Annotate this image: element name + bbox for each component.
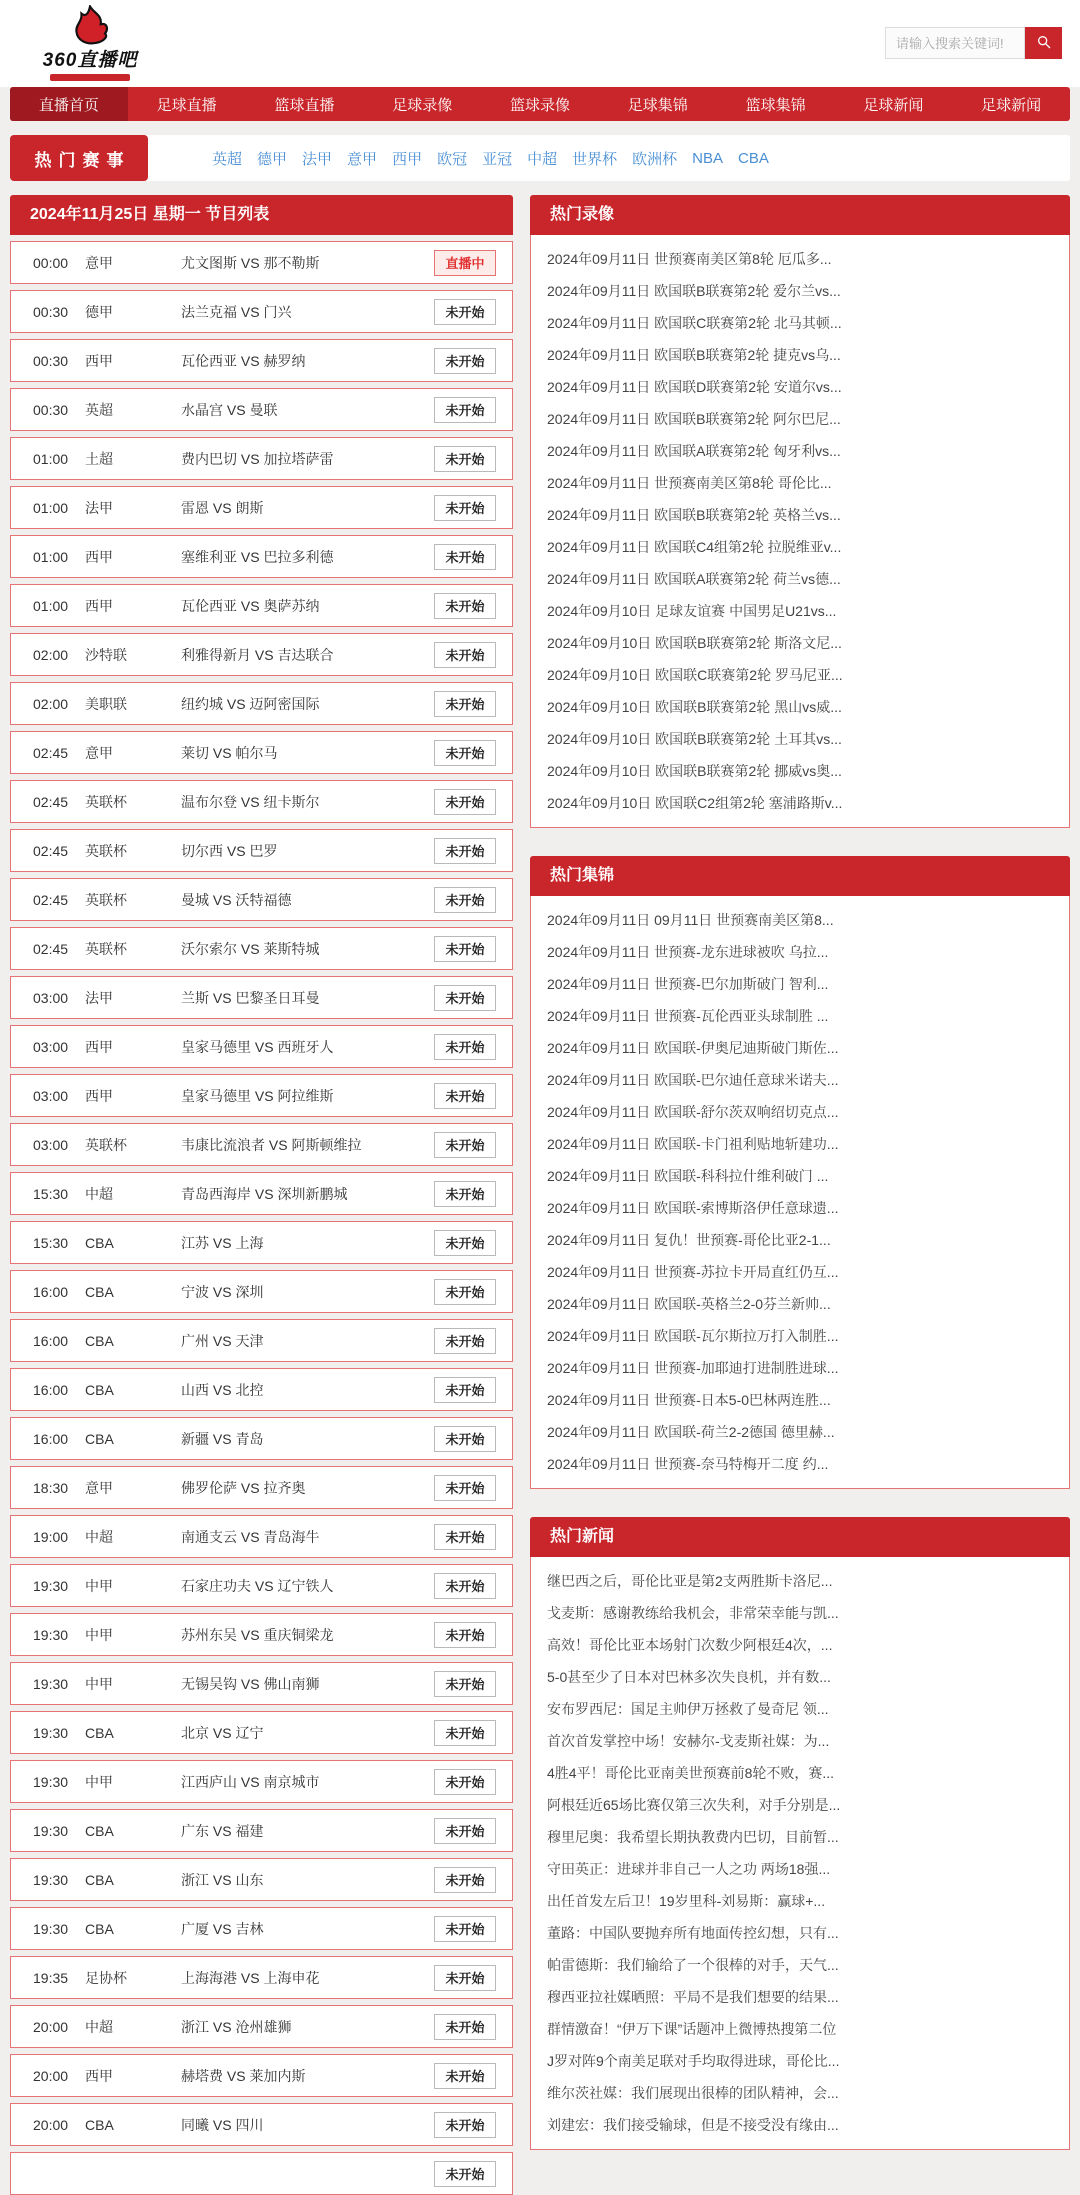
league-link-10[interactable]: NBA bbox=[692, 149, 723, 167]
sidebar-section-title: 热门集锦 bbox=[530, 856, 1070, 896]
match-status-button[interactable]: 未开始 bbox=[434, 1916, 496, 1942]
league-link-9[interactable]: 欧洲杯 bbox=[632, 150, 678, 168]
match-row[interactable] bbox=[10, 2103, 513, 2146]
sidebar-list-item[interactable]: 2024年09月11日 世预赛-加耶迪打进制胜进球... bbox=[547, 1360, 839, 1376]
sidebar-list-item[interactable]: 2024年09月11日 09月11日 世预赛南美区第8... bbox=[547, 912, 834, 928]
match-time: 00:30 bbox=[33, 352, 69, 369]
sidebar-section-list bbox=[530, 1557, 1070, 2150]
match-time: 15:30 bbox=[33, 1185, 69, 1202]
match-league: 中甲 bbox=[85, 1626, 113, 1643]
league-link-2[interactable]: 法甲 bbox=[302, 150, 333, 168]
sidebar-list-item[interactable]: 高效！哥伦比亚本场射门次数少阿根廷4次，... bbox=[547, 1637, 833, 1653]
sidebar-list-item[interactable]: 2024年09月11日 世预赛-瓦伦西亚头球制胜 ... bbox=[547, 1008, 829, 1024]
match-time: 16:00 bbox=[33, 1332, 69, 1349]
match-row[interactable] bbox=[10, 1564, 513, 1607]
match-time: 20:00 bbox=[33, 2018, 69, 2035]
hot-leagues-bar bbox=[10, 135, 1070, 181]
match-time: 01:00 bbox=[33, 597, 69, 614]
match-row[interactable] bbox=[10, 241, 513, 284]
sidebar-list-item[interactable]: 2024年09月11日 复仇！世预赛-哥伦比亚2-1... bbox=[547, 1232, 831, 1248]
sidebar-list-item[interactable]: 阿根廷近65场比赛仅第三次失利，对手分别是... bbox=[547, 1797, 841, 1813]
match-time: 19:00 bbox=[33, 1528, 69, 1545]
league-link-8[interactable]: 世界杯 bbox=[572, 150, 618, 168]
sidebar-list-item[interactable]: 戈麦斯：感谢教练给我机会，非常荣幸能与凯... bbox=[547, 1605, 839, 1621]
match-row[interactable] bbox=[10, 780, 513, 823]
sidebar-list-item[interactable]: 2024年09月11日 世预赛南美区第8轮 厄瓜多... bbox=[547, 251, 832, 267]
match-status-button[interactable]: 未开始 bbox=[434, 1867, 496, 1893]
sidebar-list-item[interactable]: 2024年09月10日 欧国联B联赛第2轮 挪威vs奥... bbox=[547, 763, 842, 779]
match-teams: 利雅得新月 VS 吉达联合 bbox=[181, 646, 334, 663]
match-status-button[interactable]: 未开始 bbox=[434, 1720, 496, 1746]
nav-item-7[interactable]: 足球新闻 bbox=[863, 96, 924, 114]
match-time: 19:30 bbox=[33, 1773, 69, 1790]
match-teams: 水晶宫 VS 曼联 bbox=[181, 401, 278, 418]
match-status-button[interactable]: 未开始 bbox=[434, 1475, 496, 1501]
match-league: CBA bbox=[85, 1332, 114, 1349]
match-league: 中甲 bbox=[85, 1675, 113, 1692]
match-status-button[interactable]: 未开始 bbox=[434, 1573, 496, 1599]
match-time: 19:30 bbox=[33, 1822, 69, 1839]
match-status-button[interactable]: 未开始 bbox=[434, 495, 496, 521]
match-status-button[interactable]: 未开始 bbox=[434, 642, 496, 668]
match-row[interactable] bbox=[10, 1466, 513, 1509]
league-link-11[interactable]: CBA bbox=[738, 149, 769, 167]
sidebar-list-item[interactable]: 2024年09月11日 欧国联A联赛第2轮 匈牙利vs... bbox=[547, 443, 841, 459]
match-status-button[interactable]: 未开始 bbox=[434, 446, 496, 472]
match-league: CBA bbox=[85, 1920, 114, 1937]
match-status-button[interactable]: 未开始 bbox=[434, 1377, 496, 1403]
nav-item-0[interactable]: 直播首页 bbox=[10, 87, 128, 121]
hot-leagues-title: 热门赛事 bbox=[10, 135, 148, 181]
match-row[interactable] bbox=[10, 1368, 513, 1411]
sidebar-list-item[interactable]: 穆西亚拉社媒晒照：平局不是我们想要的结果... bbox=[547, 1989, 839, 2005]
match-time: 16:00 bbox=[33, 1283, 69, 1300]
sidebar-list-item[interactable]: 2024年09月11日 欧国联-瓦尔斯拉万打入制胜... bbox=[547, 1328, 839, 1344]
match-row[interactable] bbox=[10, 878, 513, 921]
sidebar-list-item[interactable]: 2024年09月11日 世预赛-巴尔加斯破门 智利... bbox=[547, 976, 829, 992]
match-time: 18:30 bbox=[33, 1479, 69, 1496]
match-time: 15:30 bbox=[33, 1234, 69, 1251]
sidebar-list-item[interactable]: 2024年09月11日 世预赛南美区第8轮 哥伦比... bbox=[547, 475, 832, 491]
search-box bbox=[885, 27, 1062, 59]
match-teams: 苏州东吴 VS 重庆铜梁龙 bbox=[181, 1626, 334, 1643]
sidebar-list-item[interactable]: 2024年09月11日 欧国联B联赛第2轮 英格兰vs... bbox=[547, 507, 841, 523]
sidebar-list-item[interactable]: 2024年09月11日 欧国联C4组第2轮 拉脱维亚v... bbox=[547, 539, 842, 555]
match-status-button[interactable]: 未开始 bbox=[434, 593, 496, 619]
league-link-7[interactable]: 中超 bbox=[527, 150, 558, 168]
sidebar-section-title: 热门录像 bbox=[530, 195, 1070, 235]
match-teams: 法兰克福 VS 门兴 bbox=[181, 303, 292, 320]
match-time: 01:00 bbox=[33, 548, 69, 565]
sidebar-section-list bbox=[530, 896, 1070, 1489]
match-row[interactable] bbox=[10, 1025, 513, 1068]
match-row[interactable] bbox=[10, 1662, 513, 1705]
sidebar-list-item[interactable]: 2024年09月10日 欧国联B联赛第2轮 斯洛文尼... bbox=[547, 635, 842, 651]
sidebar-list-item[interactable]: 2024年09月11日 欧国联A联赛第2轮 荷兰vs德... bbox=[547, 571, 841, 587]
sidebar-list-item[interactable]: 2024年09月11日 欧国联D联赛第2轮 安道尔vs... bbox=[547, 379, 842, 395]
sidebar-list-item[interactable]: 2024年09月10日 欧国联B联赛第2轮 土耳其vs... bbox=[547, 731, 842, 747]
match-status-button[interactable]: 未开始 bbox=[434, 2063, 496, 2089]
match-time: 02:45 bbox=[33, 793, 69, 810]
sidebar-section-title: 热门新闻 bbox=[530, 1517, 1070, 1557]
hot-leagues-links bbox=[212, 148, 769, 169]
match-status-button[interactable]: 未开始 bbox=[434, 1132, 496, 1158]
match-teams: 上海海港 VS 上海申花 bbox=[181, 1969, 320, 1986]
match-teams: 新疆 VS 青岛 bbox=[181, 1430, 264, 1447]
sidebar-list-item[interactable]: 2024年09月11日 欧国联-索博斯洛伊任意球遗... bbox=[547, 1200, 839, 1216]
match-row[interactable] bbox=[10, 1417, 513, 1460]
match-league: 中甲 bbox=[85, 1773, 113, 1790]
match-league: CBA bbox=[85, 1871, 114, 1888]
match-row[interactable] bbox=[10, 927, 513, 970]
match-status-button[interactable]: 未开始 bbox=[434, 1426, 496, 1452]
match-time: 03:00 bbox=[33, 1087, 69, 1104]
sidebar-list-item[interactable]: 首次首发掌控中场！安赫尔-戈麦斯社媒：为... bbox=[547, 1733, 830, 1749]
match-row[interactable] bbox=[10, 1711, 513, 1754]
match-time: 02:45 bbox=[33, 940, 69, 957]
match-row[interactable] bbox=[10, 1172, 513, 1215]
match-status-button[interactable]: 未开始 bbox=[434, 1279, 496, 1305]
match-time: 00:30 bbox=[33, 303, 69, 320]
sidebar-list-item[interactable]: 2024年09月11日 欧国联-英格兰2-0芬兰新帅... bbox=[547, 1296, 831, 1312]
sidebar-list-item[interactable]: 2024年09月11日 欧国联-卡门祖利贴地斩建功... bbox=[547, 1136, 839, 1152]
sidebar-list-item[interactable]: 2024年09月11日 欧国联-科科拉什维利破门 ... bbox=[547, 1168, 829, 1184]
sidebar-list-item[interactable]: 2024年09月11日 欧国联-巴尔迪任意球米诺夫... bbox=[547, 1072, 839, 1088]
match-league: 法甲 bbox=[85, 989, 113, 1006]
match-time: 20:00 bbox=[33, 2116, 69, 2133]
match-status-button[interactable]: 未开始 bbox=[434, 936, 496, 962]
logo-text: 360直播吧 bbox=[42, 50, 138, 71]
sidebar-list-item[interactable]: 2024年09月11日 欧国联-舒尔茨双响绍切克点... bbox=[547, 1104, 839, 1120]
sidebar-list-item[interactable]: 2024年09月11日 世预赛-奈马特梅开二度 约... bbox=[547, 1456, 829, 1472]
nav-item-2[interactable]: 篮球直播 bbox=[274, 96, 335, 114]
match-time: 02:45 bbox=[33, 744, 69, 761]
match-row[interactable] bbox=[10, 486, 513, 529]
match-status-button[interactable]: 未开始 bbox=[434, 2112, 496, 2138]
match-row[interactable] bbox=[10, 633, 513, 676]
search-input[interactable] bbox=[885, 27, 1025, 59]
sidebar-list-item[interactable]: 群情激奋！“伊万下课”话题冲上微博热搜第二位 bbox=[547, 2021, 837, 2037]
match-status-button[interactable]: 未开始 bbox=[434, 1769, 496, 1795]
sidebar-section-list bbox=[530, 235, 1070, 828]
match-time: 16:00 bbox=[33, 1430, 69, 1447]
sidebar-list-item[interactable]: 4胜4平！哥伦比亚南美世预赛前8轮不败，赛... bbox=[547, 1765, 835, 1781]
match-time: 02:45 bbox=[33, 891, 69, 908]
match-row[interactable] bbox=[10, 1270, 513, 1313]
match-time: 01:00 bbox=[33, 499, 69, 516]
match-teams: 宁波 VS 深圳 bbox=[181, 1283, 264, 1300]
match-row[interactable] bbox=[10, 1123, 513, 1166]
match-league: 西甲 bbox=[85, 1087, 113, 1104]
nav-item-8[interactable]: 足球新闻 bbox=[981, 96, 1042, 114]
sidebar bbox=[530, 195, 1070, 2178]
match-time: 02:00 bbox=[33, 695, 69, 712]
league-link-5[interactable]: 欧冠 bbox=[437, 150, 468, 168]
logo-underline bbox=[50, 74, 131, 81]
match-league: 英联杯 bbox=[85, 1136, 127, 1153]
match-league: 英联杯 bbox=[85, 842, 127, 859]
nav-item-6[interactable]: 篮球集锦 bbox=[745, 96, 806, 114]
match-teams: 山西 VS 北控 bbox=[181, 1381, 264, 1398]
match-league: 英超 bbox=[85, 401, 113, 418]
match-row[interactable] bbox=[10, 290, 513, 333]
nav-item-1[interactable]: 足球直播 bbox=[156, 96, 217, 114]
match-teams: 广州 VS 天津 bbox=[181, 1332, 264, 1349]
league-link-3[interactable]: 意甲 bbox=[347, 150, 378, 168]
match-row[interactable] bbox=[10, 2054, 513, 2097]
match-time: 19:30 bbox=[33, 1871, 69, 1888]
match-row[interactable] bbox=[10, 2005, 513, 2048]
match-time: 01:00 bbox=[33, 450, 69, 467]
match-time: 03:00 bbox=[33, 1136, 69, 1153]
match-status-button[interactable]: 未开始 bbox=[434, 985, 496, 1011]
sidebar-list-item[interactable]: 5-0甚至少了日本对巴林多次失良机，并有数... bbox=[547, 1669, 831, 1685]
match-league: CBA bbox=[85, 2116, 114, 2133]
match-teams: 温布尔登 VS 纽卡斯尔 bbox=[181, 793, 320, 810]
match-teams: 同曦 VS 四川 bbox=[181, 2116, 264, 2133]
sidebar-list-item[interactable]: 2024年09月10日 欧国联B联赛第2轮 黑山vs威... bbox=[547, 699, 842, 715]
match-league: 法甲 bbox=[85, 499, 113, 516]
match-teams: 无锡吴钩 VS 佛山南狮 bbox=[181, 1675, 320, 1692]
match-status-button[interactable]: 未开始 bbox=[434, 348, 496, 374]
sidebar-section-0 bbox=[530, 195, 1070, 828]
match-status-button[interactable]: 未开始 bbox=[434, 1524, 496, 1550]
match-league: 英联杯 bbox=[85, 891, 127, 908]
sidebar-list-item[interactable]: 2024年09月10日 欧国联C2组第2轮 塞浦路斯v... bbox=[547, 795, 843, 811]
match-status-button[interactable]: 未开始 bbox=[434, 299, 496, 325]
match-row[interactable] bbox=[10, 339, 513, 382]
sidebar-list-item[interactable]: 2024年09月11日 欧国联C联赛第2轮 北马其顿... bbox=[547, 315, 842, 331]
match-row[interactable] bbox=[10, 1319, 513, 1362]
match-status-button[interactable]: 未开始 bbox=[434, 740, 496, 766]
match-league: 中超 bbox=[85, 1185, 113, 1202]
sidebar-list-item[interactable]: 董路：中国队要抛弃所有地面传控幻想，只有... bbox=[547, 1925, 839, 1941]
match-league: 西甲 bbox=[85, 597, 113, 614]
match-status-button[interactable]: 未开始 bbox=[434, 691, 496, 717]
sidebar-list-item[interactable]: 帕雷德斯：我们输给了一个很棒的对手，天气... bbox=[547, 1957, 839, 1973]
match-league: 西甲 bbox=[85, 2067, 113, 2084]
sidebar-list-item[interactable]: 2024年09月11日 欧国联B联赛第2轮 爱尔兰vs... bbox=[547, 283, 841, 299]
match-row[interactable] bbox=[10, 1515, 513, 1558]
main-nav bbox=[10, 87, 1070, 121]
match-teams: 南通支云 VS 青岛海牛 bbox=[181, 1528, 320, 1545]
match-teams: 沃尔索尔 VS 莱斯特城 bbox=[181, 940, 320, 957]
match-teams: 皇家马德里 VS 阿拉维斯 bbox=[181, 1087, 334, 1104]
match-status-button[interactable]: 未开始 bbox=[434, 1181, 496, 1207]
league-link-1[interactable]: 德甲 bbox=[257, 150, 288, 168]
match-teams: 费内巴切 VS 加拉塔萨雷 bbox=[181, 450, 334, 467]
match-row[interactable] bbox=[10, 1809, 513, 1852]
match-time: 20:00 bbox=[33, 2067, 69, 2084]
match-status-button[interactable]: 未开始 bbox=[434, 1230, 496, 1256]
match-status-button[interactable]: 未开始 bbox=[434, 2014, 496, 2040]
match-status-button[interactable]: 未开始 bbox=[434, 1622, 496, 1648]
match-status-button[interactable]: 直播中 bbox=[434, 250, 496, 276]
match-league: 中超 bbox=[85, 1528, 113, 1545]
match-status-button[interactable]: 未开始 bbox=[434, 887, 496, 913]
match-league: 英联杯 bbox=[85, 940, 127, 957]
match-league: 西甲 bbox=[85, 548, 113, 565]
sidebar-list-item[interactable]: 继巴西之后，哥伦比亚是第2支两胜斯卡洛尼... bbox=[547, 1573, 833, 1589]
match-teams: 雷恩 VS 朗斯 bbox=[181, 499, 264, 516]
league-link-6[interactable]: 亚冠 bbox=[482, 150, 513, 168]
match-row[interactable] bbox=[10, 1613, 513, 1656]
sidebar-list-item[interactable]: 2024年09月10日 足球友谊赛 中国男足U21vs... bbox=[547, 603, 837, 619]
match-teams: 韦康比流浪者 VS 阿斯顿维拉 bbox=[181, 1136, 362, 1153]
match-status-button[interactable]: 未开始 bbox=[434, 1818, 496, 1844]
sidebar-list-item[interactable]: 穆里尼奥：我希望长期执教费内巴切，目前暂... bbox=[547, 1829, 839, 1845]
match-teams: 切尔西 VS 巴罗 bbox=[181, 842, 278, 859]
match-league: CBA bbox=[85, 1234, 114, 1251]
match-league: 意甲 bbox=[85, 1479, 113, 1496]
match-teams: 江苏 VS 上海 bbox=[181, 1234, 264, 1251]
schedule-title: 2024年11月25日 星期一 节目列表 bbox=[10, 195, 513, 235]
match-time: 03:00 bbox=[33, 989, 69, 1006]
match-time: 19:30 bbox=[33, 1626, 69, 1643]
match-time: 00:00 bbox=[33, 254, 69, 271]
schedule-panel bbox=[10, 195, 513, 2195]
match-teams: 广厦 VS 吉林 bbox=[181, 1920, 264, 1937]
match-row[interactable] bbox=[10, 1760, 513, 1803]
match-league: CBA bbox=[85, 1430, 114, 1447]
nav-item-3[interactable]: 足球录像 bbox=[392, 96, 453, 114]
match-time: 19:30 bbox=[33, 1920, 69, 1937]
match-time: 19:35 bbox=[33, 1969, 69, 1986]
match-status-button[interactable]: 未开始 bbox=[434, 397, 496, 423]
match-league: 西甲 bbox=[85, 352, 113, 369]
match-teams: 浙江 VS 山东 bbox=[181, 1871, 264, 1888]
sidebar-list-item[interactable]: 安布罗西尼：国足主帅伊万拯救了曼奇尼 领... bbox=[547, 1701, 829, 1717]
match-teams: 浙江 VS 沧州雄狮 bbox=[181, 2018, 292, 2035]
match-teams: 莱切 VS 帕尔马 bbox=[181, 744, 278, 761]
sidebar-list-item[interactable]: 2024年09月11日 世预赛-苏拉卡开局直红仍互... bbox=[547, 1264, 839, 1280]
match-status-button[interactable]: 未开始 bbox=[434, 1083, 496, 1109]
match-row[interactable] bbox=[10, 829, 513, 872]
match-teams: 青岛西海岸 VS 深圳新鹏城 bbox=[181, 1185, 348, 1202]
sidebar-list-item[interactable]: 2024年09月11日 欧国联B联赛第2轮 阿尔巴尼... bbox=[547, 411, 841, 427]
match-league: 中甲 bbox=[85, 1577, 113, 1594]
match-teams: 赫塔费 VS 莱加内斯 bbox=[181, 2067, 306, 2084]
match-row[interactable] bbox=[10, 437, 513, 480]
match-teams: 瓦伦西亚 VS 赫罗纳 bbox=[181, 352, 306, 369]
match-teams: 尤文图斯 VS 那不勒斯 bbox=[181, 254, 320, 271]
match-time: 19:30 bbox=[33, 1724, 69, 1741]
match-status-button[interactable]: 未开始 bbox=[434, 2161, 496, 2187]
match-row[interactable] bbox=[10, 682, 513, 725]
sidebar-list-item[interactable]: 2024年09月11日 欧国联B联赛第2轮 捷克vs乌... bbox=[547, 347, 841, 363]
match-time: 03:00 bbox=[33, 1038, 69, 1055]
match-row[interactable] bbox=[10, 388, 513, 431]
match-time: 02:45 bbox=[33, 842, 69, 859]
match-league: 意甲 bbox=[85, 744, 113, 761]
sidebar-list-item[interactable]: 2024年09月10日 欧国联C联赛第2轮 罗马尼亚... bbox=[547, 667, 843, 683]
league-link-4[interactable]: 西甲 bbox=[392, 150, 423, 168]
match-time: 16:00 bbox=[33, 1381, 69, 1398]
match-league: 意甲 bbox=[85, 254, 113, 271]
match-status-button[interactable]: 未开始 bbox=[434, 1328, 496, 1354]
match-league: CBA bbox=[85, 1381, 114, 1398]
sidebar-list-item[interactable]: 刘建宏：我们接受输球，但是不接受没有缘由... bbox=[547, 2117, 839, 2133]
match-teams: 瓦伦西亚 VS 奥萨苏纳 bbox=[181, 597, 320, 614]
match-status-button[interactable]: 未开始 bbox=[434, 789, 496, 815]
match-row[interactable] bbox=[10, 1956, 513, 1999]
match-teams: 石家庄功夫 VS 辽宁铁人 bbox=[181, 1577, 334, 1594]
match-row[interactable] bbox=[10, 535, 513, 578]
sidebar-list-item[interactable]: 2024年09月11日 欧国联-荷兰2-2德国 德里赫... bbox=[547, 1424, 835, 1440]
match-league: CBA bbox=[85, 1822, 114, 1839]
match-time: 02:00 bbox=[33, 646, 69, 663]
league-link-0[interactable]: 英超 bbox=[212, 150, 243, 168]
match-league: 西甲 bbox=[85, 1038, 113, 1055]
match-teams: 江西庐山 VS 南京城市 bbox=[181, 1773, 320, 1790]
nav-item-4[interactable]: 篮球录像 bbox=[510, 96, 571, 114]
match-time: 19:30 bbox=[33, 1675, 69, 1692]
nav-item-5[interactable]: 足球集锦 bbox=[627, 96, 688, 114]
match-league: CBA bbox=[85, 1724, 114, 1741]
match-row[interactable] bbox=[10, 731, 513, 774]
sidebar-list-item[interactable]: 守田英正：进球并非自己一人之功 两场18强... bbox=[547, 1861, 831, 1877]
sidebar-list-item[interactable]: 2024年09月11日 世预赛-日本5-0巴林两连胜... bbox=[547, 1392, 831, 1408]
match-row[interactable] bbox=[10, 1074, 513, 1117]
site-header bbox=[0, 0, 1080, 87]
match-teams: 北京 VS 辽宁 bbox=[181, 1724, 264, 1741]
sidebar-list-item[interactable]: J罗对阵9个南美足联对手均取得进球，哥伦比... bbox=[547, 2053, 840, 2069]
match-league: CBA bbox=[85, 1283, 114, 1300]
site-logo[interactable] bbox=[34, 5, 146, 81]
sidebar-list-item[interactable]: 维尔茨社媒：我们展现出很棒的团队精神，会... bbox=[547, 2085, 839, 2101]
sidebar-section-2 bbox=[530, 1517, 1070, 2150]
match-row[interactable] bbox=[10, 584, 513, 627]
match-league: 德甲 bbox=[85, 303, 113, 320]
sidebar-list-item[interactable]: 2024年09月11日 欧国联-伊奥尼迪斯破门斯佐... bbox=[547, 1040, 839, 1056]
sidebar-section-1 bbox=[530, 856, 1070, 1489]
main-content bbox=[10, 195, 1070, 2195]
match-status-button[interactable]: 未开始 bbox=[434, 838, 496, 864]
match-status-button[interactable]: 未开始 bbox=[434, 544, 496, 570]
sidebar-list-item[interactable]: 出任首发左后卫！19岁里科-刘易斯：赢球+... bbox=[547, 1893, 826, 1909]
match-row[interactable] bbox=[10, 1907, 513, 1950]
search-button[interactable] bbox=[1025, 27, 1062, 59]
search-icon bbox=[1036, 34, 1052, 53]
match-league: 土超 bbox=[85, 450, 113, 467]
match-league: 中超 bbox=[85, 2018, 113, 2035]
logo-flame-icon bbox=[34, 5, 146, 45]
match-teams: 纽约城 VS 迈阿密国际 bbox=[181, 695, 320, 712]
match-time: 19:30 bbox=[33, 1577, 69, 1594]
match-row[interactable] bbox=[10, 976, 513, 1019]
match-teams: 皇家马德里 VS 西班牙人 bbox=[181, 1038, 334, 1055]
match-teams: 佛罗伦萨 VS 拉齐奥 bbox=[181, 1479, 306, 1496]
match-row[interactable] bbox=[10, 1858, 513, 1901]
match-teams: 曼城 VS 沃特福德 bbox=[181, 891, 292, 908]
sidebar-list-item[interactable]: 2024年09月11日 世预赛-龙东进球被吹 乌拉... bbox=[547, 944, 829, 960]
match-teams: 广东 VS 福建 bbox=[181, 1822, 264, 1839]
match-teams: 塞维利亚 VS 巴拉多利德 bbox=[181, 548, 334, 565]
match-league: 足协杯 bbox=[85, 1969, 127, 1986]
match-time: 00:30 bbox=[33, 401, 69, 418]
match-teams: 兰斯 VS 巴黎圣日耳曼 bbox=[181, 989, 320, 1006]
match-row[interactable] bbox=[10, 1221, 513, 1264]
match-league: 沙特联 bbox=[85, 646, 127, 663]
match-status-button[interactable]: 未开始 bbox=[434, 1034, 496, 1060]
match-status-button[interactable]: 未开始 bbox=[434, 1671, 496, 1697]
schedule-rows bbox=[10, 241, 513, 2195]
match-row[interactable] bbox=[10, 2152, 513, 2195]
match-status-button[interactable]: 未开始 bbox=[434, 1965, 496, 1991]
match-league: 美职联 bbox=[85, 695, 127, 712]
match-league: 英联杯 bbox=[85, 793, 127, 810]
